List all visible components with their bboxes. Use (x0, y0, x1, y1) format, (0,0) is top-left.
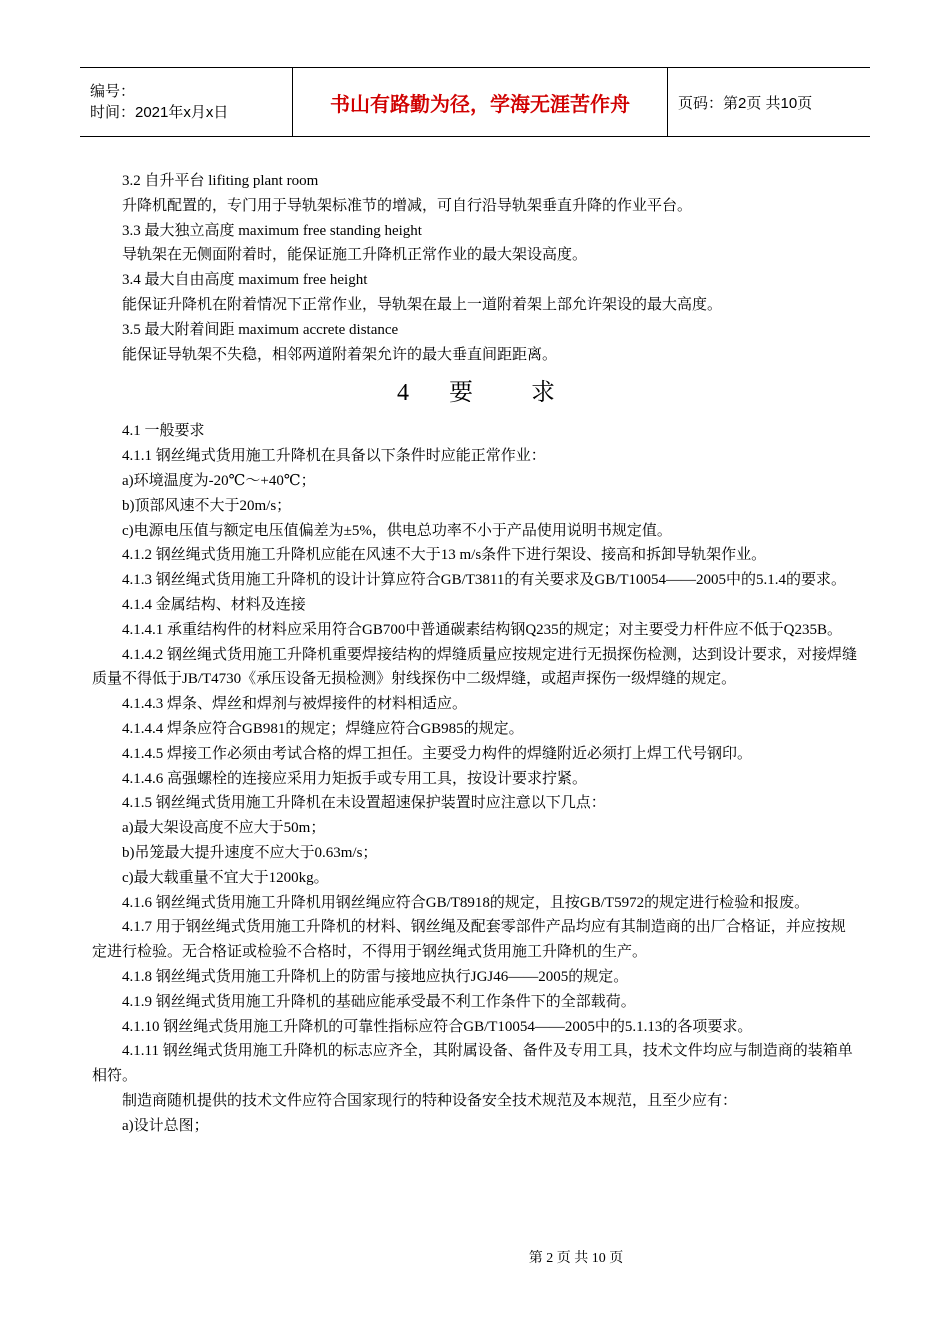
motto-text: 书山有路勤为径，学海无涯苦作舟 (330, 91, 630, 116)
paragraph: b)顶部风速不大于20m/s； (122, 497, 292, 514)
paragraph: 能保证导轨架不失稳，相邻两道附着架允许的最大垂直间距距离。 (122, 346, 558, 363)
paragraph: 升降机配置的，专门用于导轨架标准节的增减，可自行沿导轨架垂直升降的作业平台。 (122, 197, 693, 214)
page-header (80, 67, 870, 137)
paragraph: b)吊笼最大提升速度不应大于0.63m/s； (122, 844, 378, 861)
header-motto-cell (293, 68, 668, 136)
paragraph: 3.4 最大自由高度 maximum free height (122, 272, 368, 289)
paragraph: 4.1.4.2 钢丝绳式货用施工升降机重要焊接结构的焊缝质量应按规定进行无损探伤检测，达到设计要求，对接焊缝质量不得低于JB/T4730《承压设备无损检测》射线探伤中二级焊缝，或超声探伤一级焊缝的规定。 (92, 646, 858, 688)
header-left-cell (80, 68, 293, 136)
paragraph: 4.1.2 钢丝绳式货用施工升降机应能在风速不大于13 m/s条件下进行架设、接高和拆卸导轨架作业。 (122, 547, 767, 564)
paragraph: 4.1.6 钢丝绳式货用施工升降机用钢丝绳应符合GB/T8918的规定，且按GB/T5972的规定进行检验和报废。 (122, 894, 810, 911)
paragraph: 4.1.8 钢丝绳式货用施工升降机上的防雷与接地应执行JGJ46——2005的规定。 (122, 968, 629, 985)
paragraph: 4.1.4.5 焊接工作必须由考试合格的焊工担任。主要受力构件的焊缝附近必须打上焊工代号钢印。 (122, 745, 753, 762)
paragraph: 4.1.4.4 焊条应符合GB981的规定；焊缝应符合GB985的规定。 (122, 720, 524, 737)
page-footer: 第 2 页 共 10 页 (528, 1251, 624, 1266)
paragraph: 4.1.10 钢丝绳式货用施工升降机的可靠性指标应符合GB/T10054——2005中的5.1.13的各项要求。 (122, 1018, 753, 1035)
paragraph: a)环境温度为-20℃～+40℃； (122, 472, 316, 489)
time-label: 时间：2021年x月x日 (90, 104, 229, 121)
number-label: 编号： (90, 83, 136, 100)
paragraph: 4.1 一般要求 (122, 423, 205, 440)
paragraph: c)最大载重量不宜大于1200kg。 (122, 869, 329, 886)
paragraph: 4.1.1 钢丝绳式货用施工升降机在具备以下条件时应能正常作业： (122, 448, 546, 465)
page-code: 页码：第2页 共10页 (678, 94, 813, 112)
paragraph: 4.1.4 金属结构、材料及连接 (122, 596, 306, 613)
paragraph: 3.3 最大独立高度 maximum free standing height (122, 222, 422, 239)
paragraph: a)最大架设高度不应大于50m； (122, 820, 326, 837)
paragraph: 3.5 最大附着间距 maximum accrete distance (122, 321, 399, 338)
paragraph: 能保证升降机在附着情况下正常作业，导轨架在最上一道附着架上部允许架设的最大高度。 (122, 296, 723, 313)
paragraph: 制造商随机提供的技术文件应符合国家现行的特种设备安全技术规范及本规范，且至少应有： (122, 1092, 738, 1109)
header-page-cell (668, 68, 870, 136)
paragraph: 4.1.7 用于钢丝绳式货用施工升降机的材料、钢丝绳及配套零部件产品均应有其制造商的出厂合格证，并应按规定进行检验。无合格证或检验不合格时，不得用于钢丝绳式货用施工升降机的生产。 (92, 919, 846, 961)
paragraph: 4.1.4.6 高强螺栓的连接应采用力矩扳手或专用工具，按设计要求拧紧。 (122, 770, 588, 787)
chapter-title-char-2: 求 (531, 380, 555, 407)
paragraph: 3.2 自升平台 lifiting plant room (122, 173, 319, 189)
paragraph: 4.1.3 钢丝绳式货用施工升降机的设计计算应符合GB/T3811的有关要求及GB/T10054——2005中的5.1.4的要求。 (122, 572, 847, 589)
paragraph: 4.1.4.1 承重结构件的材料应采用符合GB700中普通碳素结构钢Q235的规定；对主要受力杆件应不低于Q235B。 (122, 621, 843, 638)
chapter-heading (92, 375, 860, 411)
paragraph: 4.1.5 钢丝绳式货用施工升降机在未设置超速保护装置时应注意以下几点： (122, 795, 606, 812)
paragraph: c)电源电压值与额定电压值偏差为±5%，供电总功率不小于产品使用说明书规定值。 (122, 522, 672, 539)
paragraph: 4.1.9 钢丝绳式货用施工升降机的基础应能承受最不利工作条件下的全部载荷。 (122, 993, 636, 1010)
chapter-number: 4 (397, 380, 409, 407)
chapter-title-char-1: 要 (449, 380, 473, 407)
paragraph: 导轨架在无侧面附着时，能保证施工升降机正常作业的最大架设高度。 (122, 247, 588, 264)
requirements-section (92, 419, 860, 1138)
document-body (92, 169, 860, 1138)
paragraph: a)设计总图； (122, 1117, 209, 1134)
definitions-section (122, 169, 860, 367)
paragraph: 4.1.4.3 焊条、焊丝和焊剂与被焊接件的材料相适应。 (122, 696, 468, 713)
paragraph: 4.1.11 钢丝绳式货用施工升降机的标志应齐全，其附属设备、备件及专用工具，技术文件均应与制造商的装箱单相符。 (92, 1043, 853, 1085)
